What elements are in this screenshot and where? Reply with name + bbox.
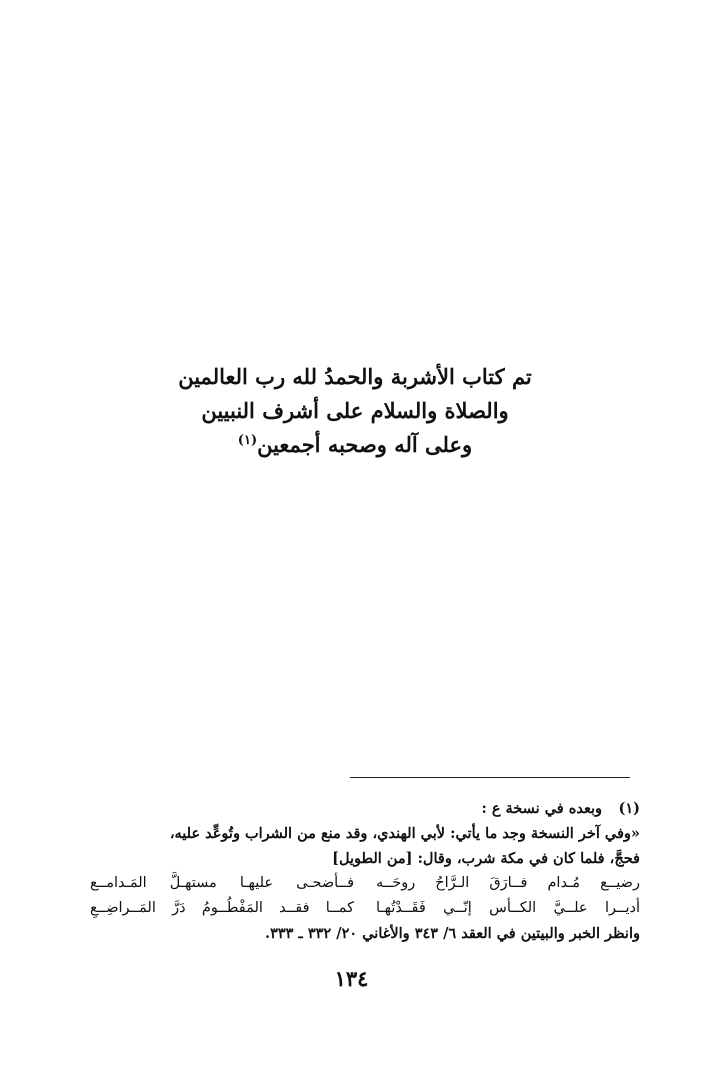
page-number: ١٣٤ [334,966,369,991]
footnote-separator [350,777,630,778]
verse-2-second-hemistich: كمــا فقــد المَفْطُــومُ دَرَّ المَــراضِــعِ [90,900,354,916]
verse-2 [90,896,640,921]
footnote [90,796,640,946]
colophon-line-2: والصلاة والسلام على أشرف النبيين [201,398,509,423]
verse-1-first-hemistich: رضيــع مُـدام فــارَقَ الـرَّاحُ روحَــه [376,875,640,891]
colophon-line-1: تم كتاب الأشربة والحمدُ لله رب العالمين [178,364,532,389]
footnote-intro: وبعده في نسخة ع : [481,800,602,817]
colophon-line-3-text: وعلى آله وصحبه أجمعين [257,432,473,457]
verse-1 [90,871,640,896]
footnote-text-line-3: فحجَّ، فلما كان في مكة شرب، وقال: [من الطويل] [332,850,640,867]
footnote-text-line-6: وانظر الخبر والبيتين في العقد ٦/ ٣٤٣ والأغاني ٢٠/ ٣٣٢ ـ ٣٣٣. [265,925,640,942]
footnote-number: (١) [618,800,640,817]
footnote-first-row [90,796,640,821]
colophon [150,360,560,462]
colophon-line-3 [150,428,560,462]
footnote-reference[interactable]: (١) [237,433,258,448]
verse-2-first-hemistich: أديــرا علــيَّ الكــأس إنّــي فَقَــدْتُهـا [376,900,640,916]
footnote-text-line-2: «وفي آخر النسخة وجد ما يأتي: لأبي الهندي، وقد منع من الشراب وتُوعِّد عليه، [169,825,640,842]
verse-1-second-hemistich: فــأضحـى عليهـا مستهـلَّ المَـدامــع [90,875,354,891]
